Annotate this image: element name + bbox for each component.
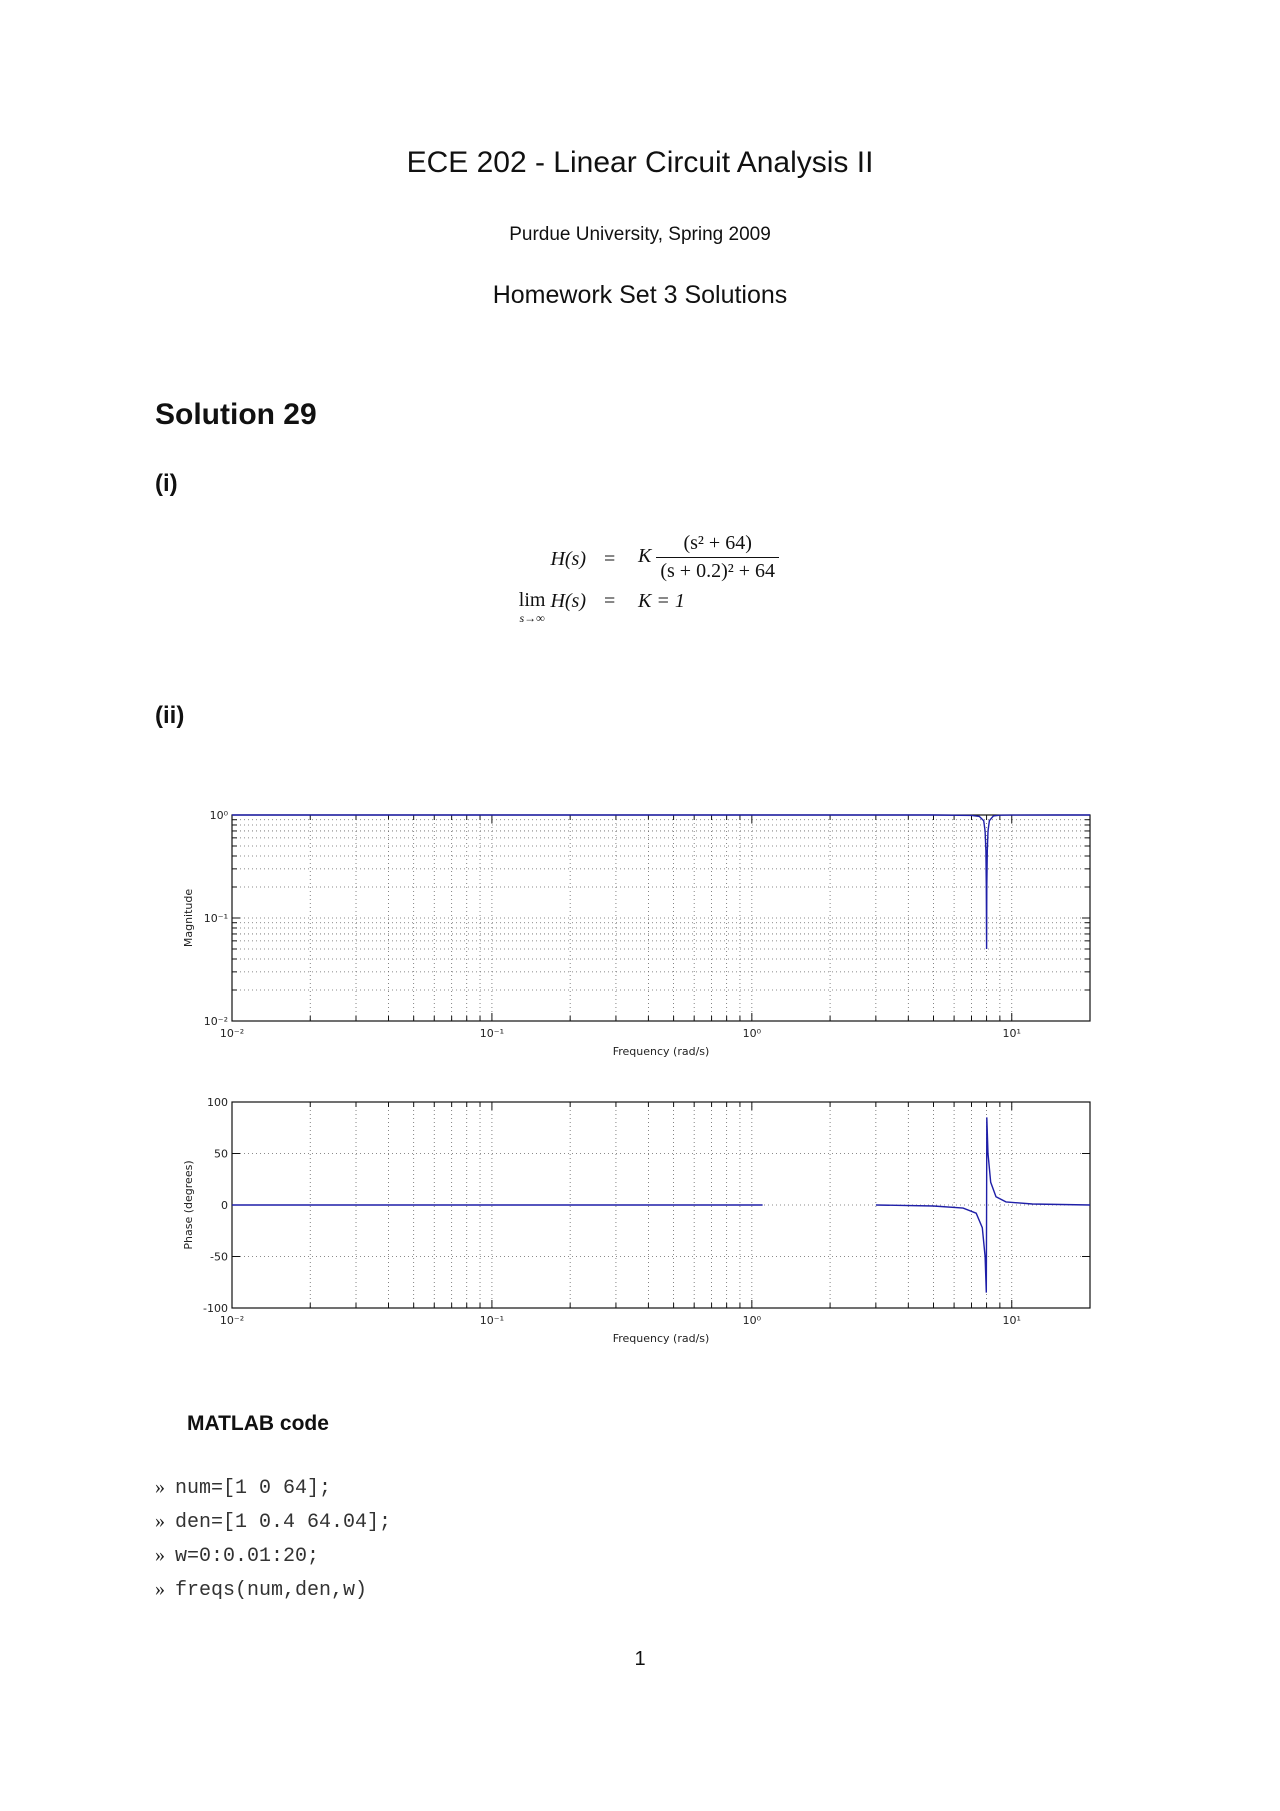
x-tick-label: 10¹	[1002, 1027, 1021, 1040]
y-tick-label: 10⁻¹	[203, 912, 228, 925]
code-text: den=[1 0.4 64.04];	[175, 1511, 392, 1534]
series-line	[232, 815, 1090, 949]
y-tick-label: 100	[207, 1096, 228, 1109]
code-text: freqs(num,den,w)	[175, 1579, 368, 1602]
phase-plot	[180, 1082, 1100, 1347]
prompt-symbol: »	[155, 1476, 165, 1498]
y-tick-label: -100	[203, 1302, 228, 1315]
eq-row1-equals: =	[604, 548, 616, 570]
x-tick-label: 10⁻¹	[479, 1027, 505, 1040]
x-tick-label: 10⁻²	[219, 1314, 245, 1327]
page-number: 1	[634, 1648, 646, 1670]
solution-heading: Solution 29	[155, 398, 317, 431]
magnitude-plot	[180, 795, 1100, 1060]
eq-limit-function: H(s)	[550, 590, 586, 612]
code-line	[155, 1476, 331, 1500]
eq-row2-lhs	[495, 590, 586, 624]
prompt-symbol: »	[155, 1544, 165, 1566]
x-tick-label: 10⁰	[742, 1027, 762, 1040]
prompt-symbol: »	[155, 1578, 165, 1600]
y-tick-label: 10⁻²	[203, 1015, 228, 1028]
eq-row2-rhs: K = 1	[638, 590, 685, 612]
eq-numerator: (s² + 64)	[683, 532, 752, 554]
y-axis-label: Magnitude	[182, 888, 195, 948]
code-line	[155, 1578, 367, 1602]
x-tick-label: 10⁰	[742, 1314, 762, 1327]
part-ii-label: (ii)	[155, 702, 185, 729]
institution: Purdue University, Spring 2009	[509, 224, 771, 245]
y-tick-label: -50	[210, 1250, 228, 1264]
y-tick-label: 10⁰	[209, 809, 228, 822]
x-tick-label: 10⁻¹	[479, 1314, 505, 1327]
eq-row1-lhs: H(s)	[550, 548, 586, 570]
code-line	[155, 1544, 319, 1568]
y-tick-label: 50	[214, 1147, 228, 1161]
code-text: w=0:0.01:20;	[175, 1545, 320, 1568]
eq-constant-k: K	[638, 545, 652, 568]
code-line	[155, 1510, 391, 1534]
eq-limit	[519, 590, 546, 624]
course-title: ECE 202 - Linear Circuit Analysis II	[406, 146, 874, 179]
eq-limit-subscript: s→∞	[519, 611, 545, 625]
eq-fraction	[656, 532, 779, 583]
eq-row2-equals: =	[604, 590, 616, 612]
eq-limit-word: lim	[518, 589, 546, 611]
y-axis-label: Phase (degrees)	[182, 1160, 195, 1250]
homework-title: Homework Set 3 Solutions	[492, 281, 788, 309]
matlab-heading: MATLAB code	[187, 1412, 329, 1435]
eq-row1-rhs	[638, 532, 779, 583]
x-tick-label: 10⁻²	[219, 1027, 245, 1040]
y-tick-label: 0	[221, 1199, 228, 1212]
code-text: num=[1 0 64];	[175, 1477, 332, 1500]
eq-denominator: (s + 0.2)² + 64	[656, 557, 779, 583]
part-i-label: (i)	[155, 470, 178, 497]
x-axis-label: Frequency (rad/s)	[612, 1332, 710, 1345]
prompt-symbol: »	[155, 1510, 165, 1532]
x-axis-label: Frequency (rad/s)	[612, 1045, 710, 1058]
x-tick-label: 10¹	[1002, 1314, 1021, 1327]
